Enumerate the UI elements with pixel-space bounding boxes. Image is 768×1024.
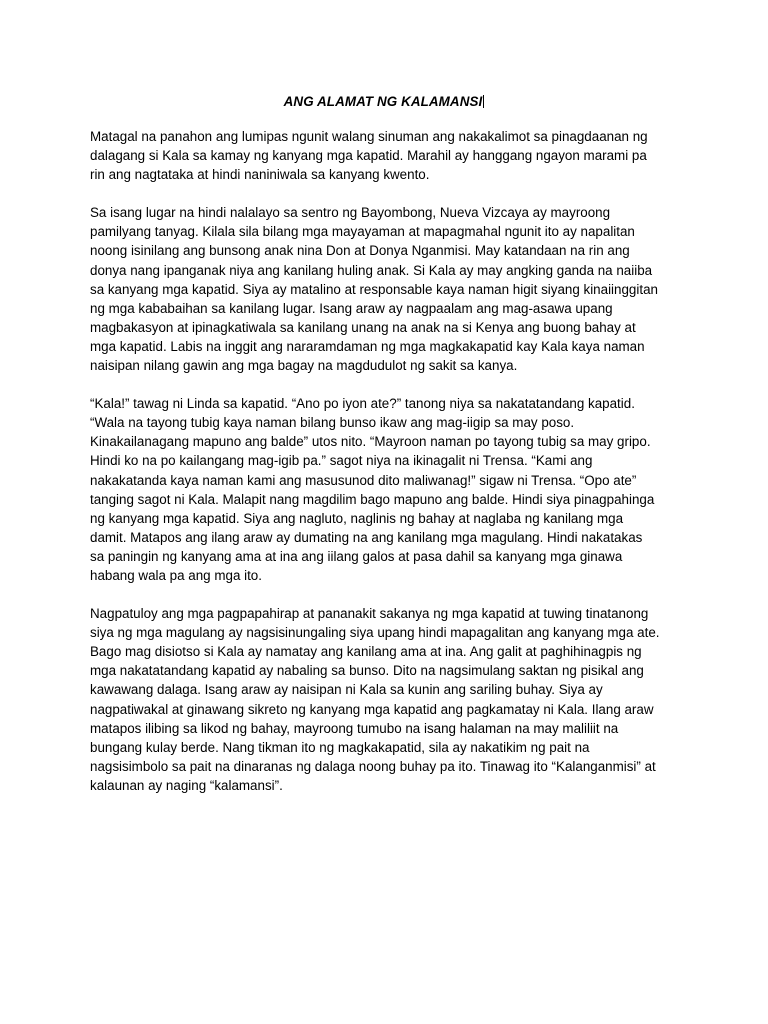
document-body xyxy=(90,127,680,814)
text-line: nagpatiwakal at ginawang sikreto ng kanyang mga kapatid ang pagkamatay ni Kala. Ilang araw xyxy=(90,701,654,717)
text-line: noong isinilang ang bunsong anak nina Don at Donya Nganmisi. May katandaan na rin ang xyxy=(90,243,630,259)
text-line: Nagpatuloy ang mga pagpapahirap at pananakit sakanya ng mga kapatid at tuwing tinatanong xyxy=(90,606,649,622)
text-line: mga nakatatandang kapatid ay nabaling sa bunso. Dito na nagsimulang saktan ng pisikal ang xyxy=(90,663,644,679)
text-line: damit. Matapos ang ilang araw ay dumating na ang kanilang mga magulang. Hindi nakatakas xyxy=(90,529,643,545)
text-line: Hindi ko na po kailangang mag-igib pa.” sagot niya na ikinagalit ni Trensa. “Kami ang xyxy=(90,453,593,469)
text-line: rin ang nagtataka at hindi naniniwala sa kanyang kwento. xyxy=(90,167,430,183)
text-line: Matagal na panahon ang lumipas ngunit walang sinuman ang nakakalimot sa pinagdaanan ng xyxy=(90,129,648,144)
text-line: kawawang dalaga. Isang araw ay naisipan ni Kala sa kunin ang sariling buhay. Siya ay xyxy=(90,682,603,698)
text-line: “Kala!” tawag ni Linda sa kapatid. “Ano po iyon ate?” tanong niya sa nakatatandang kapatid. xyxy=(90,396,635,412)
paragraph-4 xyxy=(90,604,680,795)
document-title-text: ANG ALAMAT NG KALAMANSI xyxy=(283,94,483,109)
document-title xyxy=(0,93,768,111)
text-line: nagsisimbolo sa pait na dinaranas ng dalaga noong buhay pa ito. Tinawag ito “Kalanganmisi” at xyxy=(90,758,656,774)
text-line: bungang kulay berde. Nang tikman ito ng magkakapatid, sila ay nakatikim ng pait na xyxy=(90,739,590,755)
text-line: dalagang si Kala sa kamay ng kanyang mga kapatid. Marahil ay hanggang ngayon marami pa xyxy=(90,148,647,164)
paragraph-1 xyxy=(90,127,680,184)
text-line: nakakatanda kaya naman kami ang masusunod dito maliwanag!” sigaw ni Trensa. “Opo ate” xyxy=(90,472,637,488)
paragraph-2 xyxy=(90,203,680,375)
text-line: sa kanyang mga kapatid. Siya ay matalino at responsable kaya naman higit siyang kinaiinggitan xyxy=(90,281,658,297)
text-line: pamilyang tanyag. Kilala sila bilang mga mayayaman at mapagmahal ngunit ito ay napalitan xyxy=(90,224,635,240)
text-line: magbakasyon at ipinagkatiwala sa kanilang unang na anak na si Kenya ang buong bahay at xyxy=(90,319,636,335)
text-line: tanging sagot ni Kala. Malapit nang magdilim bago mapuno ang balde. Hindi siya pinagpahinga xyxy=(90,491,655,507)
text-line: Kinakailanagang mapuno ang balde” utos nito. “Mayroon naman po tayong tubig sa may gripo. xyxy=(90,434,651,450)
text-line: kalaunan ay naging “kalamansi”. xyxy=(90,777,283,793)
text-line: matapos ilibing sa likod ng bahay, mayroong tumubo na isang halaman na may maliliit na xyxy=(90,720,619,736)
text-line: Bago mag disiotso si Kala ay namatay ang kanilang ama at ina. Ang galit at paghihinagpis ng xyxy=(90,644,642,660)
text-cursor xyxy=(483,95,484,108)
text-line: siya ng mga magulang ay nagsisinungaling siya upang hindi mapagalitan ang kanyang mga ate. xyxy=(90,625,660,641)
text-line: naisipan nilang gawin ang mga bagay na magdudulot ng sakit sa kanya. xyxy=(90,358,518,374)
text-line: mga kapatid. Labis na inggit ang nararamdaman ng mga magkakapatid kay Kala kaya naman xyxy=(90,338,645,354)
text-line: donya nang ipanganak niya ang kanilang huling anak. Si Kala ay may angking ganda na naiiba xyxy=(90,262,653,278)
text-line: habang wala pa ang mga ito. xyxy=(90,567,262,583)
text-line: Sa isang lugar na hindi nalalayo sa sentro ng Bayombong, Nueva Vizcaya ay mayroong xyxy=(90,205,611,221)
text-line: ng kanyang mga kapatid. Siya ang nagluto, naglinis ng bahay at naglaba ng kanilang mga xyxy=(90,510,624,526)
text-line: sa paningin ng kanyang ama at ina ang iilang galos at pasa dahil sa kanyang mga ginawa xyxy=(90,548,623,564)
text-line: ng mga kababaihan sa kanilang lugar. Isang araw ay nagpaalam ang mag-asawa upang xyxy=(90,300,613,316)
paragraph-3 xyxy=(90,394,680,585)
text-line: “Wala na tayong tubig kaya naman bilang bunso ikaw ang mag-iigip sa may poso. xyxy=(90,415,575,431)
